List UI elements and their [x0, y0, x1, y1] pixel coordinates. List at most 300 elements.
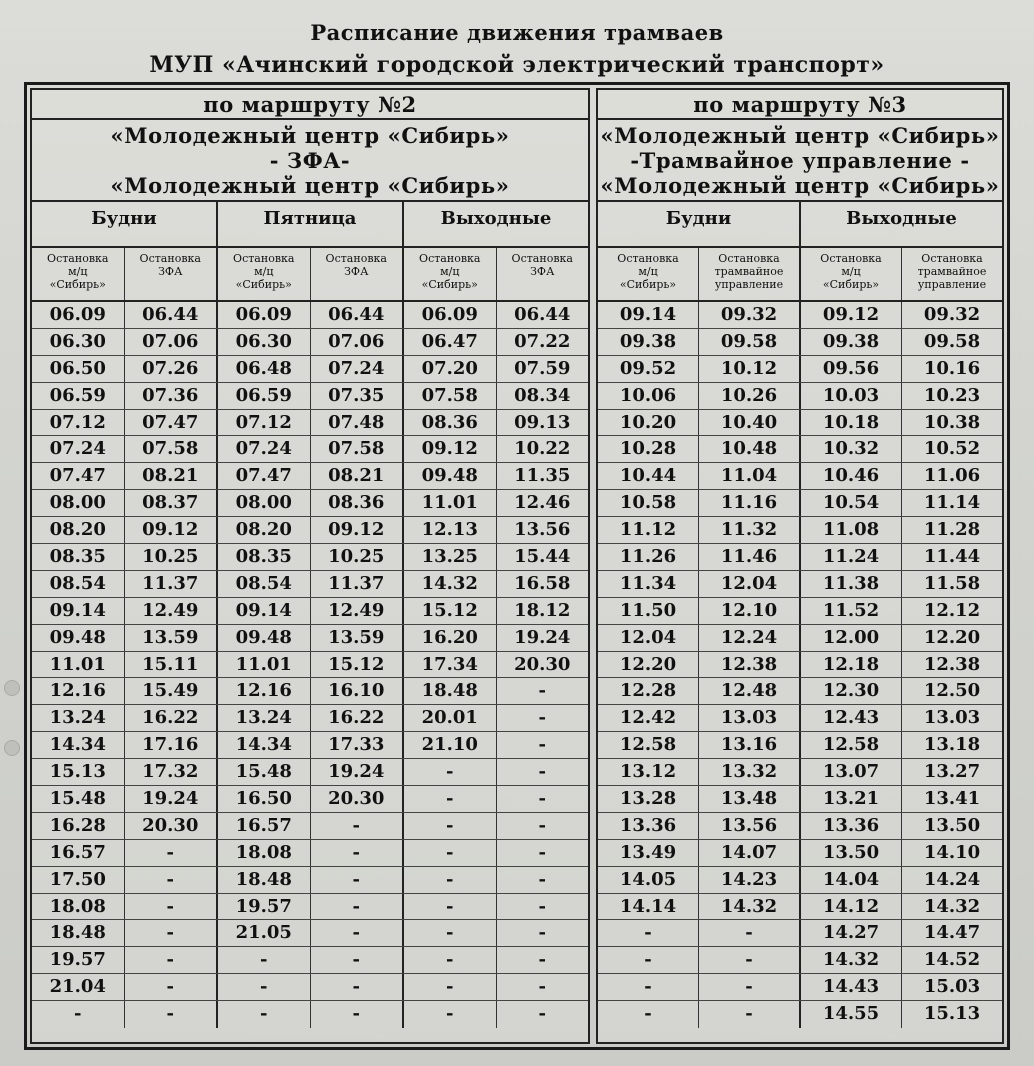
time-cell: 07.24	[32, 436, 125, 462]
group-friday: Пятница	[218, 202, 404, 246]
time-cell: 13.18	[923, 734, 981, 756]
time-cell: 18.48	[404, 678, 497, 704]
time-cell: -	[699, 947, 801, 973]
time-cell: 11.26	[598, 544, 699, 570]
time-cell: -	[538, 734, 546, 756]
time-cell: 12.20	[923, 626, 981, 648]
time-cell: 14.34	[32, 732, 125, 758]
time-cell: 09.58	[699, 329, 801, 355]
time-cell: 11.35	[514, 465, 571, 487]
time-cell: -	[311, 867, 405, 893]
time-cell: 11.24	[801, 544, 902, 570]
time-cell: 20.01	[404, 705, 497, 731]
time-cell: -	[538, 922, 546, 944]
time-cell: 19.24	[514, 626, 571, 648]
time-cell: 17.33	[311, 732, 405, 758]
table-row	[598, 302, 1002, 329]
table-row	[598, 571, 1002, 598]
time-cell: 18.12	[514, 599, 571, 621]
table-row	[598, 463, 1002, 490]
time-cell: -	[311, 974, 405, 1000]
time-cell: 18.08	[218, 840, 311, 866]
time-cell: 10.23	[923, 384, 981, 406]
time-cell: 12.24	[699, 625, 801, 651]
time-cell: 12.16	[32, 678, 125, 704]
time-cell: 13.07	[801, 759, 902, 785]
time-cell: -	[538, 761, 546, 783]
time-cell: -	[125, 974, 219, 1000]
time-cell: 13.59	[125, 625, 219, 651]
route-3-line2: -Трамвайное управление -	[630, 148, 970, 173]
time-cell: 20.30	[125, 813, 219, 839]
table-row	[32, 920, 588, 947]
time-cell: 16.58	[514, 572, 571, 594]
time-cell: 13.27	[923, 761, 981, 783]
time-cell: 11.06	[923, 465, 981, 487]
table-row	[32, 463, 588, 490]
time-cell: 09.32	[699, 302, 801, 328]
group-weekend: Выходные	[846, 208, 957, 229]
time-cell: 11.32	[699, 517, 801, 543]
time-cell: -	[404, 920, 497, 946]
time-cell: 11.34	[598, 571, 699, 597]
time-cell: -	[404, 759, 497, 785]
table-row	[598, 544, 1002, 571]
time-cell: -	[311, 920, 405, 946]
table-row	[32, 840, 588, 867]
time-cell: 12.58	[801, 732, 902, 758]
time-cell: 10.12	[699, 356, 801, 382]
route-3-rows	[598, 302, 1002, 1028]
time-cell: 13.48	[699, 786, 801, 812]
time-cell: 14.04	[801, 867, 902, 893]
time-cell: -	[125, 840, 219, 866]
time-cell: 14.10	[923, 841, 981, 863]
time-cell: -	[598, 947, 699, 973]
time-cell: -	[125, 1001, 219, 1028]
route-2-line1: «Молодежный центр «Сибирь»	[110, 123, 510, 148]
time-cell: 08.20	[218, 517, 311, 543]
stop-header: Остановка м/ц «Сибирь»	[218, 248, 311, 300]
time-cell: -	[538, 707, 546, 729]
time-cell: 07.47	[125, 410, 219, 436]
route-3-stop-headers	[598, 248, 1002, 302]
time-cell: 09.14	[32, 598, 125, 624]
binder-hole	[4, 680, 20, 696]
time-cell: 09.13	[514, 411, 571, 433]
stop-header: Остановка трамвайное управление	[699, 248, 801, 300]
table-row	[598, 705, 1002, 732]
time-cell: 16.10	[311, 678, 405, 704]
time-cell: 14.27	[801, 920, 902, 946]
time-cell: 17.50	[32, 867, 125, 893]
time-cell: 18.48	[218, 867, 311, 893]
time-cell: -	[538, 814, 546, 836]
time-cell: 16.57	[32, 840, 125, 866]
time-cell: 19.24	[125, 786, 219, 812]
stop-header: Остановка трамвайное управление	[917, 252, 987, 291]
time-cell: 16.57	[218, 813, 311, 839]
table-row	[598, 383, 1002, 410]
time-cell: 07.12	[218, 410, 311, 436]
time-cell: 09.48	[404, 463, 497, 489]
time-cell: 08.35	[32, 544, 125, 570]
time-cell: 11.38	[801, 571, 902, 597]
time-cell: 19.57	[32, 947, 125, 973]
table-row	[598, 329, 1002, 356]
table-row	[598, 517, 1002, 544]
time-cell: 12.13	[404, 517, 497, 543]
stop-header: Остановка ЗФА	[125, 248, 219, 300]
time-cell: -	[311, 813, 405, 839]
time-cell: 13.56	[699, 813, 801, 839]
table-row	[32, 598, 588, 625]
time-cell: -	[538, 841, 546, 863]
table-row	[32, 517, 588, 544]
time-cell: -	[538, 680, 546, 702]
time-cell: 12.18	[801, 652, 902, 678]
time-cell: 12.58	[598, 732, 699, 758]
time-cell: 13.50	[923, 814, 981, 836]
stop-header: Остановка м/ц «Сибирь»	[801, 248, 902, 300]
table-row	[32, 759, 588, 786]
table-row	[598, 920, 1002, 947]
time-cell: 10.03	[801, 383, 902, 409]
time-cell: 10.44	[598, 463, 699, 489]
time-cell: 12.10	[699, 598, 801, 624]
time-cell: 09.38	[801, 329, 902, 355]
time-cell: 11.12	[598, 517, 699, 543]
time-cell: 13.36	[598, 813, 699, 839]
time-cell: 13.28	[598, 786, 699, 812]
time-cell: 09.14	[598, 302, 699, 328]
table-row	[598, 974, 1002, 1001]
table-row	[598, 813, 1002, 840]
time-cell: 12.12	[923, 599, 981, 621]
time-cell: 06.09	[32, 302, 125, 328]
time-cell: 06.44	[125, 302, 219, 328]
route-3-day-groups	[598, 202, 1002, 248]
table-row	[32, 436, 588, 463]
time-cell: 06.59	[218, 383, 311, 409]
table-row	[598, 867, 1002, 894]
time-cell: -	[218, 1001, 311, 1028]
time-cell: 15.13	[923, 1003, 981, 1025]
time-cell: 14.23	[699, 867, 801, 893]
time-cell: 14.34	[218, 732, 311, 758]
time-cell: -	[538, 895, 546, 917]
time-cell: 12.43	[801, 705, 902, 731]
time-cell: -	[311, 947, 405, 973]
time-cell: 12.42	[598, 705, 699, 731]
time-cell: 13.16	[699, 732, 801, 758]
time-cell: 12.00	[801, 625, 902, 651]
table-row	[598, 625, 1002, 652]
time-cell: 12.28	[598, 678, 699, 704]
table-row	[32, 356, 588, 383]
time-cell: 08.36	[311, 490, 405, 516]
time-cell: 18.08	[32, 894, 125, 920]
time-cell: 21.05	[218, 920, 311, 946]
group-weekdays: Будни	[32, 202, 218, 246]
time-cell: 11.04	[699, 463, 801, 489]
time-cell: 12.38	[923, 653, 981, 675]
time-cell: 14.55	[801, 1001, 902, 1028]
time-cell: 15.03	[923, 976, 981, 998]
time-cell: -	[218, 974, 311, 1000]
time-cell: 13.49	[598, 840, 699, 866]
group-weekdays: Будни	[598, 202, 801, 246]
time-cell: 17.34	[404, 652, 497, 678]
time-cell: 09.52	[598, 356, 699, 382]
table-row	[598, 947, 1002, 974]
table-row	[32, 974, 588, 1001]
time-cell: 11.46	[699, 544, 801, 570]
table-row	[598, 732, 1002, 759]
time-cell: 07.06	[311, 329, 405, 355]
time-cell: 12.20	[598, 652, 699, 678]
time-cell: -	[125, 867, 219, 893]
time-cell: 10.06	[598, 383, 699, 409]
time-cell: 11.37	[125, 571, 219, 597]
time-cell: 12.46	[514, 492, 571, 514]
time-cell: 06.48	[218, 356, 311, 382]
time-cell: 10.26	[699, 383, 801, 409]
time-cell: 15.12	[311, 652, 405, 678]
time-cell: 13.24	[32, 705, 125, 731]
time-cell: 09.12	[311, 517, 405, 543]
table-row	[598, 894, 1002, 921]
stop-header: Остановка м/ц «Сибирь»	[598, 248, 699, 300]
table-row	[32, 571, 588, 598]
time-cell: 07.58	[311, 436, 405, 462]
time-cell: 06.44	[311, 302, 405, 328]
time-cell: 13.12	[598, 759, 699, 785]
time-cell: 09.48	[218, 625, 311, 651]
time-cell: -	[125, 947, 219, 973]
route-2-rows	[32, 302, 588, 1028]
group-weekend: Выходные	[440, 208, 552, 229]
time-cell: 09.32	[923, 304, 981, 325]
time-cell: 13.36	[801, 813, 902, 839]
time-cell: 07.24	[311, 356, 405, 382]
time-cell: 11.28	[923, 519, 981, 541]
time-cell: 08.00	[32, 490, 125, 516]
time-cell: 14.52	[923, 949, 981, 971]
table-row	[598, 840, 1002, 867]
table-row	[598, 356, 1002, 383]
table-row	[32, 302, 588, 329]
time-cell: -	[538, 976, 546, 998]
time-cell: 06.09	[218, 302, 311, 328]
time-cell: 09.48	[32, 625, 125, 651]
time-cell: -	[404, 867, 497, 893]
time-cell: 07.47	[32, 463, 125, 489]
time-cell: 16.22	[125, 705, 219, 731]
time-cell: 16.22	[311, 705, 405, 731]
time-cell: 10.25	[311, 544, 405, 570]
time-cell: 13.03	[699, 705, 801, 731]
time-cell: 11.52	[801, 598, 902, 624]
stop-header: Остановка м/ц «Сибирь»	[32, 248, 125, 300]
time-cell: 09.12	[404, 436, 497, 462]
route-2-header	[32, 90, 588, 202]
time-cell: 11.01	[32, 652, 125, 678]
table-row	[32, 490, 588, 517]
time-cell: -	[404, 813, 497, 839]
time-cell: 10.18	[801, 410, 902, 436]
time-cell: 13.03	[923, 707, 981, 729]
route-2-day-groups	[32, 202, 588, 248]
time-cell: 12.04	[699, 571, 801, 597]
time-cell: -	[404, 947, 497, 973]
time-cell: 08.54	[32, 571, 125, 597]
time-cell: 10.22	[514, 438, 571, 460]
time-cell: 17.16	[125, 732, 219, 758]
time-cell: 09.12	[801, 302, 902, 328]
route-2-line2: - ЗФА-	[269, 148, 351, 173]
time-cell: 11.08	[801, 517, 902, 543]
time-cell: 13.50	[801, 840, 902, 866]
time-cell: 06.50	[32, 356, 125, 382]
time-cell: 09.38	[598, 329, 699, 355]
time-cell: 15.12	[404, 598, 497, 624]
table-row	[32, 625, 588, 652]
table-row	[32, 813, 588, 840]
table-row	[32, 329, 588, 356]
time-cell: 15.49	[125, 678, 219, 704]
time-cell: 07.58	[125, 436, 219, 462]
time-cell: 21.10	[404, 732, 497, 758]
time-cell: 17.32	[125, 759, 219, 785]
time-cell: -	[598, 920, 699, 946]
time-cell: 11.58	[923, 572, 981, 594]
table-row	[598, 759, 1002, 786]
time-cell: 14.43	[801, 974, 902, 1000]
time-cell: 07.12	[32, 410, 125, 436]
time-cell: -	[598, 1001, 699, 1028]
time-cell: 08.21	[125, 463, 219, 489]
route-2-line3: «Молодежный центр «Сибирь»	[110, 173, 510, 198]
time-cell: 09.14	[218, 598, 311, 624]
time-cell: 13.59	[311, 625, 405, 651]
time-cell: 10.40	[699, 410, 801, 436]
time-cell: 08.00	[218, 490, 311, 516]
time-cell: 07.06	[125, 329, 219, 355]
route-3-line1: «Молодежный центр «Сибирь»	[600, 123, 1000, 148]
time-cell: 15.48	[32, 786, 125, 812]
time-cell: 07.58	[404, 383, 497, 409]
time-cell: -	[125, 894, 219, 920]
time-cell: 06.47	[404, 329, 497, 355]
table-row	[32, 410, 588, 437]
time-cell: 19.24	[311, 759, 405, 785]
time-cell: 06.59	[32, 383, 125, 409]
time-cell: -	[404, 786, 497, 812]
time-cell: 07.24	[218, 436, 311, 462]
time-cell: 14.05	[598, 867, 699, 893]
time-cell: 16.20	[404, 625, 497, 651]
time-cell: -	[404, 894, 497, 920]
time-cell: 07.35	[311, 383, 405, 409]
time-cell: 10.28	[598, 436, 699, 462]
time-cell: 11.01	[404, 490, 497, 516]
time-cell: 14.47	[923, 922, 981, 944]
time-cell: 10.58	[598, 490, 699, 516]
time-cell: 10.38	[923, 411, 981, 433]
time-cell: 14.07	[699, 840, 801, 866]
time-cell: 13.41	[923, 788, 981, 810]
table-row	[32, 894, 588, 921]
time-cell: 13.21	[801, 786, 902, 812]
time-cell: 16.28	[32, 813, 125, 839]
route-2-number: по маршруту №2	[32, 90, 588, 120]
time-cell: 06.44	[514, 304, 571, 325]
time-cell: 12.38	[699, 652, 801, 678]
time-cell: 21.04	[32, 974, 125, 1000]
time-cell: 10.25	[125, 544, 219, 570]
time-cell: 11.16	[699, 490, 801, 516]
time-cell: 16.50	[218, 786, 311, 812]
table-row	[32, 652, 588, 679]
route-3-header	[598, 90, 1002, 202]
time-cell: 12.49	[311, 598, 405, 624]
table-row	[598, 786, 1002, 813]
time-cell: 08.34	[514, 384, 571, 406]
time-cell: 14.32	[801, 947, 902, 973]
time-cell: 12.50	[923, 680, 981, 702]
time-cell: -	[311, 840, 405, 866]
time-cell: 20.30	[311, 786, 405, 812]
time-cell: -	[699, 974, 801, 1000]
time-cell: 11.37	[311, 571, 405, 597]
time-cell: 15.11	[125, 652, 219, 678]
time-cell: 13.25	[404, 544, 497, 570]
time-cell: 12.48	[699, 678, 801, 704]
time-cell: 07.59	[514, 357, 571, 379]
time-cell: 15.13	[32, 759, 125, 785]
time-cell: 14.32	[404, 571, 497, 597]
time-cell: 14.32	[699, 894, 801, 920]
time-cell: 09.56	[801, 356, 902, 382]
time-cell: 12.16	[218, 678, 311, 704]
stop-header: Остановка ЗФА	[511, 252, 573, 278]
time-cell: 13.32	[699, 759, 801, 785]
time-cell: 12.30	[801, 678, 902, 704]
time-cell: 11.14	[923, 492, 981, 514]
table-row	[32, 1001, 588, 1028]
time-cell: 13.24	[218, 705, 311, 731]
binder-hole	[4, 740, 20, 756]
time-cell: -	[218, 947, 311, 973]
time-cell: 08.35	[218, 544, 311, 570]
time-cell: 08.36	[404, 410, 497, 436]
time-cell: 07.47	[218, 463, 311, 489]
route-2-stop-headers	[32, 248, 588, 302]
time-cell: 14.24	[923, 868, 981, 890]
time-cell: 07.26	[125, 356, 219, 382]
time-cell: 06.30	[32, 329, 125, 355]
time-cell: 06.30	[218, 329, 311, 355]
table-row	[598, 1001, 1002, 1028]
time-cell: 07.20	[404, 356, 497, 382]
table-row	[598, 490, 1002, 517]
time-cell: 08.37	[125, 490, 219, 516]
time-cell: 20.30	[514, 653, 571, 675]
table-row	[598, 410, 1002, 437]
time-cell: 08.20	[32, 517, 125, 543]
time-cell: 14.12	[801, 894, 902, 920]
